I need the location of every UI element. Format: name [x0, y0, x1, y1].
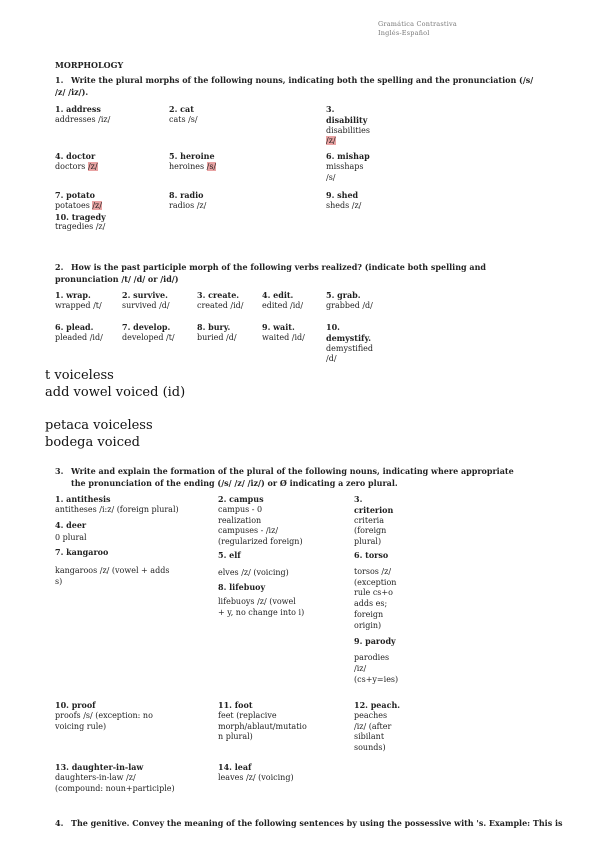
question-2-number: 2. [55, 262, 64, 272]
q2-item-6-label: 6. plead. [55, 322, 94, 332]
q3-peach-line-3: sibilant [354, 732, 385, 742]
q2-item-10-answer-1: demystified [326, 343, 374, 353]
question-4-text: The genitive. Convey the meaning of the following sentences by using the possessive with 's. Example: This is [71, 818, 563, 828]
q3-criterion-word: criterion [354, 504, 394, 515]
q3-foot [218, 700, 338, 743]
q1-item-5 [169, 151, 309, 173]
q2-item-1 [55, 290, 120, 312]
q3-daughter-line-1: daughters-in-law /z/ [55, 772, 136, 782]
note-line-2: add vowel voiced (id) [45, 384, 186, 400]
q2-item-10-word: demystify. [326, 332, 371, 343]
q3-parody-line-3: (cs+y=ies) [354, 674, 399, 684]
q2-item-4 [262, 290, 324, 312]
q3-foot-line-3: n plural) [218, 732, 253, 742]
q1-item-2 [169, 104, 309, 126]
q3-criterion-line-3: plural) [354, 537, 382, 547]
q2-item-10-answer-2: /d/ [326, 354, 337, 364]
q2-item-7-label: 7. develop. [122, 322, 171, 332]
q2-item-10 [326, 322, 401, 365]
q3-campus-line-3: campuses - /iz/ [218, 526, 279, 536]
q3-daughter-label: 13. daughter-in-law [55, 762, 144, 772]
q1-item-7-label: 7. potato [55, 190, 95, 200]
q2-item-2-label: 2. survive. [122, 290, 168, 300]
question-2-text: How is the past participle morph of the following verbs realized? (indicate both spelling and pronunciation /t/ /d/ or /id/) [55, 262, 486, 284]
q3-proof-label: 10. proof [55, 700, 96, 710]
q1-item-10-label: 10. tragedy [55, 211, 106, 222]
q3-criterion-num: 3. [354, 494, 363, 504]
question-3-text-2: the pronunciation of the ending (/s/ /z/ /iz/) or Ø indicating a zero plural. [71, 477, 398, 488]
q3-criterion-line-2: (foreign [354, 526, 387, 536]
q1-item-5-sound: /s/ [206, 161, 217, 171]
q3-kangaroo-answer-1: kangaroos /z/ (vowel + adds [55, 565, 170, 575]
q3-torso-line-5: foreign [354, 609, 384, 619]
q3-antithesis-answer: antitheses /i:z/ (foreign plural) [55, 504, 179, 514]
q3-kangaroo-label: 7. kangaroo [55, 547, 109, 558]
q2-item-10-num: 10. [326, 322, 340, 332]
q2-item-8 [197, 322, 262, 344]
q3-foot-line-1: feet (replacive [218, 710, 277, 720]
question-1-number: 1. [55, 75, 64, 85]
q1-item-3-answer: disabilities [326, 125, 370, 135]
q1-item-4-answer: doctors [55, 161, 86, 171]
q1-item-3-num: 3. [326, 104, 335, 114]
q1-item-3 [326, 104, 386, 147]
notes-block-2 [45, 418, 153, 452]
question-1-text: Write the plural morphs of the following nouns, indicating both the spelling and the pronunciation (/s/ /z/ /iz/). [55, 75, 534, 97]
question-4-number: 4. [55, 818, 64, 828]
note-line-4: bodega voiced [45, 434, 140, 450]
q2-item-7-answer: developed /t/ [122, 332, 175, 342]
q3-campus-line-1: campus - 0 [218, 504, 263, 514]
q3-criterion-line-1: criteria [354, 515, 384, 525]
header-line-2: Inglés-Español [378, 29, 430, 37]
q3-foot-label: 11. foot [218, 700, 253, 710]
q3-kangaroo-answer-2: s) [55, 576, 63, 586]
q3-leaf-label: 14. leaf [218, 762, 252, 772]
q1-item-9 [326, 190, 406, 212]
q3-daughter-line-2: (compound: noun+participle) [55, 783, 175, 793]
question-3-text-1: Write and explain the formation of the plural of the following nouns, indicating where appropriate [71, 466, 514, 476]
q1-item-8-answer: radios /z/ [169, 200, 207, 210]
q2-item-1-answer: wrapped /t/ [55, 300, 102, 310]
q3-torso-line-6: origin) [354, 620, 382, 630]
q3-torso-line-2: (exception [354, 577, 397, 587]
q2-item-8-answer: buried /d/ [197, 332, 237, 342]
q1-item-6-label: 6. mishap [326, 151, 370, 161]
q1-item-10-answer: tragedies /z/ [55, 222, 106, 232]
q2-item-4-label: 4. edit. [262, 290, 294, 300]
q3-proof [55, 700, 215, 732]
q3-proof-line-2: voicing rule) [55, 721, 107, 731]
q3-lifebuoy-line-1: lifebuoys /z/ (vowel [218, 597, 296, 607]
q3-leaf-answer: leaves /z/ (voicing) [218, 772, 294, 782]
question-1 [55, 75, 535, 98]
question-3-number: 3. [55, 466, 64, 476]
q1-item-4-sound: /z/ [87, 161, 98, 171]
q2-item-3-answer: created /id/ [197, 300, 244, 310]
q3-deer-label: 4. deer [55, 519, 87, 530]
q3-peach-line-2: /iz/ (after [354, 721, 392, 731]
q3-antithesis [55, 494, 215, 588]
q3-leaf [218, 762, 338, 784]
q3-deer-answer: 0 plural [55, 533, 87, 543]
q2-item-6 [55, 322, 120, 344]
q2-item-8-label: 8. bury. [197, 322, 231, 332]
q1-item-9-label: 9. shed [326, 190, 359, 200]
q2-item-9-label: 9. wait. [262, 322, 295, 332]
q2-item-5 [326, 290, 401, 312]
question-2 [55, 262, 535, 285]
q3-daughter-in-law [55, 762, 215, 794]
q3-peach-line-4: sounds) [354, 743, 386, 753]
q3-elf-answer: elves /z/ (voicing) [218, 567, 289, 577]
question-3 [55, 466, 535, 489]
q1-item-6-sound: /s/ [326, 172, 336, 182]
header-line-1: Gramática Contrastiva [378, 20, 457, 28]
q3-antithesis-label: 1. antithesis [55, 494, 111, 504]
q3-campus-label: 2. campus [218, 494, 264, 504]
q2-item-5-answer: grabbed /d/ [326, 300, 373, 310]
question-4 [55, 818, 563, 830]
q3-torso-label: 6. torso [354, 549, 389, 560]
q3-peach-line-1: peaches [354, 710, 388, 720]
q1-item-8 [169, 190, 309, 212]
q3-campus [218, 494, 338, 619]
q3-lifebuoy-label: 8. lifebuoy [218, 581, 266, 592]
q3-foot-line-2: morph/ablaut/mutatio [218, 721, 307, 731]
q1-item-4 [55, 151, 160, 173]
q2-item-9 [262, 322, 324, 344]
q1-item-2-answer: cats /s/ [169, 114, 198, 124]
q3-parody-label: 9. parody [354, 635, 396, 646]
q3-parody-line-2: /iz/ [354, 664, 367, 674]
q2-item-7 [122, 322, 197, 344]
q1-item-6-answer: misshaps [326, 161, 364, 171]
q2-item-2 [122, 290, 197, 312]
q2-item-3-label: 3. create. [197, 290, 240, 300]
note-line-3: petaca voiceless [45, 418, 153, 433]
q1-item-7 [55, 190, 160, 233]
section-title: MORPHOLOGY [55, 60, 124, 70]
q3-elf-label: 5. elf [218, 549, 241, 560]
q1-item-8-label: 8. radio [169, 190, 204, 200]
q1-item-9-answer: sheds /z/ [326, 200, 362, 210]
q3-peach [354, 700, 414, 754]
q3-torso-line-3: rule cs+o [354, 588, 393, 598]
q2-item-2-answer: survived /d/ [122, 300, 170, 310]
q1-item-7-answer: potatoes [55, 200, 90, 210]
q1-item-3-word: disability [326, 114, 368, 125]
q1-item-1 [55, 104, 160, 126]
q1-item-1-label: 1. address [55, 104, 101, 114]
q1-item-3-sound: /z/ [326, 136, 336, 146]
q3-peach-label: 12. peach. [354, 700, 401, 710]
q1-item-6 [326, 151, 406, 183]
q3-campus-line-2: realization [218, 515, 262, 525]
q2-item-5-label: 5. grab. [326, 290, 361, 300]
notes-block-1 [45, 368, 185, 402]
q1-item-2-label: 2. cat [169, 104, 194, 114]
q1-item-4-label: 4. doctor [55, 151, 96, 161]
q3-parody-line-1: parodies [354, 653, 390, 663]
q3-criterion [354, 494, 414, 686]
q3-campus-line-4: (regularized foreign) [218, 537, 303, 547]
q1-item-1-answer: addresses /iz/ [55, 114, 111, 124]
q2-item-1-label: 1. wrap. [55, 290, 91, 300]
q2-item-9-answer: waited /id/ [262, 332, 305, 342]
note-line-1: t voiceless [45, 368, 114, 383]
q2-item-3 [197, 290, 262, 312]
q2-item-6-answer: pleaded /id/ [55, 332, 103, 342]
q1-item-5-label: 5. heroine [169, 151, 215, 161]
q1-item-7-sound: /z/ [92, 200, 102, 210]
q1-item-5-answer: heroines [169, 161, 205, 171]
q3-torso-line-1: torsos /z/ [354, 566, 392, 576]
q2-item-4-answer: edited /id/ [262, 300, 304, 310]
q3-lifebuoy-line-2: + y, no change into i) [218, 608, 305, 618]
q3-torso-line-4: adds es; [354, 599, 388, 609]
q3-proof-line-1: proofs /s/ (exception: no [55, 710, 153, 720]
